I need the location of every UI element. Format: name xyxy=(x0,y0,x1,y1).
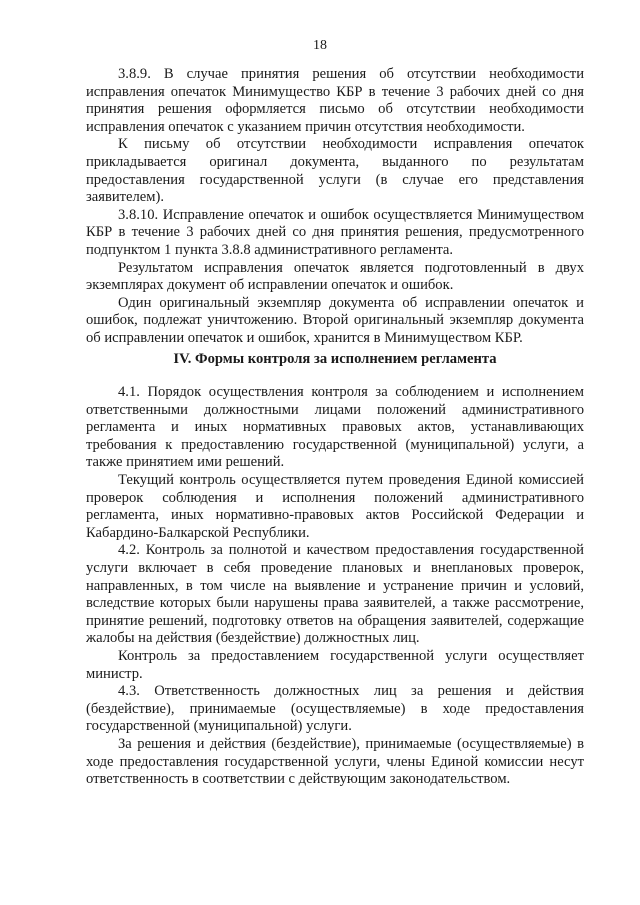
paragraph-3-8-10: 3.8.10. Исправление опечаток и ошибок осуществляется Минимуществом КБР в течение 3 рабочих дней со дня принятия решения, предусмотренного подпунктом 1 пункта 3.8.8 административного регламента. xyxy=(86,206,584,258)
paragraph-letter-attachment: К письму об отсутствии необходимости исправления опечаток прикладывается оригинал документа, выданного по результатам предоставления государственной услуги (в случае его представления заявителем). xyxy=(86,136,584,206)
paragraph-responsibility: За решения и действия (бездействие), принимаемые (осуществляемые) в ходе предоставления государственной услуги, члены Единой комиссии несут ответственность в соответствии с действующим законодательством. xyxy=(86,735,584,788)
paragraph-current-control: Текущий контроль осуществляется путем проведения Единой комиссией проверок соблюдения и исполнения положений административного регламента, иных нормативно-правовых актов Российской Федерации и Кабардино-Балкарской Республики. xyxy=(86,472,584,541)
paragraph-correction-result: Результатом исправления опечаток является подготовленный в двух экземплярах документ об исправлении опечаток и ошибок. xyxy=(86,259,584,294)
page-content xyxy=(86,66,584,789)
page-number: 18 xyxy=(313,38,327,53)
section-heading: IV. Формы контроля за исполнением регламента xyxy=(173,350,497,367)
paragraph-original-copy: Один оригинальный экземпляр документа об исправлении опечаток и ошибок, подлежат уничтожению. Второй оригинальный экземпляр документа об исправлении опечаток и ошибок, хранится в Минимуществом КБР. xyxy=(86,294,584,346)
paragraph-4-3: 4.3. Ответственность должностных лиц за решения и действия (бездействие), принимаемые (осуществляемые) в ходе предоставления государственной (муниципальной) услуги. xyxy=(86,683,584,735)
paragraph-4-2: 4.2. Контроль за полнотой и качеством предоставления государственной услуги включает в себя проведение плановых и внеплановых проверок, направленных, в том числе на выявление и устранение причин и условий, вследствие которых были нарушены права заявителей, а также рассмотрение, принятие решений, подготовку ответов на обращения заявителей, содержащие жалобы на действия (бездействие) должностных лиц. xyxy=(86,542,584,647)
paragraph-minister-control: Контроль за предоставлением государственной услуги осуществляет министр. xyxy=(86,648,584,682)
paragraph-3-8-9: 3.8.9. В случае принятия решения об отсутствии необходимости исправления опечаток Минимущество КБР в течение 3 рабочих дней со дня принятия решения оформляется письмо об отсутствии необходимости исправления опечаток с указанием причин отсутствия необходимости. xyxy=(86,66,584,135)
paragraph-4-1: 4.1. Порядок осуществления контроля за соблюдением и исполнением ответственными должностными лицами положений административного регламента и иных нормативных правовых актов, устанавливающих требования к предоставлению государственной (муниципальной) услуги, а также принятием ими решений. xyxy=(86,384,584,471)
